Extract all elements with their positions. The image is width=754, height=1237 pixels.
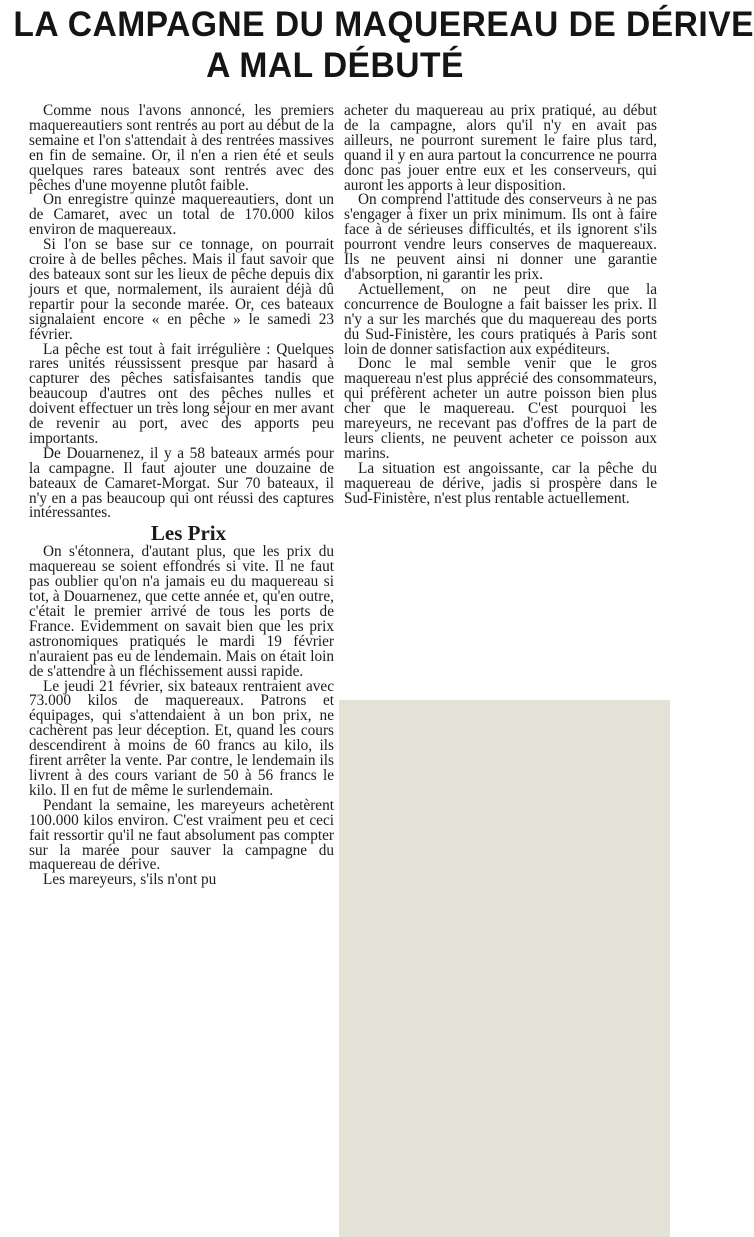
headline-line-2: A MAL DÉBUTÉ <box>206 46 464 85</box>
right-column <box>344 104 657 506</box>
paragraph: On comprend l'attitude des conserveurs à ne pas s'engager à fixer un prix minimum. Ils ont à faire face à de sérieuses difficultés, et ils ignorent s'ils pourront vendre leurs conserves de maquereaux. Ils ne peuvent ainsi ni donner une garantie d'absorption, ni garantir les prix. <box>344 191 657 283</box>
paragraph: De Douarnenez, il y a 58 bateaux armés pour la campagne. Il faut ajouter une douzaine de bateaux de Camaret-Morgat. Sur 70 bateaux, il n'y en a pas beaucoup qui ont réussi des captures intéressantes. <box>29 444 334 522</box>
headline <box>13 4 754 86</box>
paragraph: La pêche est tout à fait irrégulière : Quelques rares unités réussissent presque par hasard à capturer des pêches satisfaisantes tandis que beaucoup d'autres ont des pêches nulles et doivent effectuer un très long séjour en mer avant de revenir au port, avec des apports peu importants. <box>29 340 334 447</box>
paragraph: Si l'on se base sur ce tonnage, on pourrait croire à de belles pêches. Mais il faut savoir que des bateaux sont sur les lieux de pêche depuis dix jours et que, normalement, ils auraient déjà dû repartir pour la seconde marée. Or, ces bateaux signalaient encore « en pêche » le samedi 23 février. <box>29 236 334 343</box>
paragraph: Les mareyeurs, s'ils n'ont pu <box>43 871 217 889</box>
blank-paper-area <box>339 700 670 1237</box>
paragraph: Pendant la semaine, les mareyeurs achetèrent 100.000 kilos environ. C'est vraiment peu et ceci fait ressortir qu'il ne faut absolument pas compter sur la marée pour sauver la campagne du maquereau de dérive. <box>29 796 334 874</box>
paragraph: acheter du maquereau au prix pratiqué, au début de la campagne, alors qu'il n'y en avait pas ailleurs, ne pourront surement le faire plus tard, quand il y en aura partout la concurrence ne pourra donc pas jouer entre eux et les conserveurs, qui auront les apports à leur disposition. <box>344 102 657 194</box>
paragraph: On s'étonnera, d'autant plus, que les prix du maquereau se soient effondrés si vite. Il ne faut pas oublier qu'on n'a jamais eu du maquereau si tot, à Douarnenez, que cette année et, qu'en outre, c'était le premier arrivé de tous les ports de France. Evidemment on savait bien que les prix astronomiques pratiqués le mardi 19 février n'auraient pas eu de lendemain. Mais on était loin de s'attendre à un fléchissement aussi rapide. <box>29 543 334 680</box>
paragraph: La situation est angoissante, car la pêche du maquereau de dérive, jadis si prospère dans le Sud-Finistère, n'est plus rentable actuellement. <box>344 459 657 507</box>
left-column <box>29 104 334 888</box>
subheading-les-prix: Les Prix <box>150 521 227 546</box>
paragraph: Donc le mal semble venir que le gros maquereau n'est plus apprécié des consommateurs, qui préfèrent acheter un autre poisson bien plus cher que le maquereau. C'est pourquoi les mareyeurs, ne recevant pas d'offres de la part de leurs clients, ne peuvent acheter ce poisson aux marins. <box>344 355 657 462</box>
headline-line-1: LA CAMPAGNE DU MAQUEREAU DE DÉRIVE <box>13 5 754 44</box>
paragraph: Le jeudi 21 février, six bateaux rentraient avec 73.000 kilos de maquereaux. Patrons et équipages, qui s'attendaient à un bon prix, ne cachèrent pas leur déception. Et, quand les cours descendirent à moins de 60 francs au kilo, ils firent arrêter la vente. Par contre, le lendemain ils livrent à des cours variant de 50 à 56 francs le kilo. Il en fut de même le surlendemain. <box>29 677 334 799</box>
paragraph: On enregistre quinze maquereautiers, dont un de Camaret, avec un total de 170.000 kilos environ de maquereaux. <box>29 191 334 239</box>
paragraph: Comme nous l'avons annoncé, les premiers maquereautiers sont rentrés au port au début de la semaine et l'on s'attendait à des rentrées massives en fin de semaine. Or, il n'en a rien été et seuls quelques rares bateaux sont rentrés avec des pêches d'une moyenne plutôt faible. <box>29 102 334 194</box>
paragraph: Actuellement, on ne peut dire que la concurrence de Boulogne a fait baisser les prix. Il n'y a sur les marchés que du maquereau des ports du Sud-Finistère, les cours pratiqués à Paris sont loin de donner satisfaction aux expéditeurs. <box>344 280 657 358</box>
